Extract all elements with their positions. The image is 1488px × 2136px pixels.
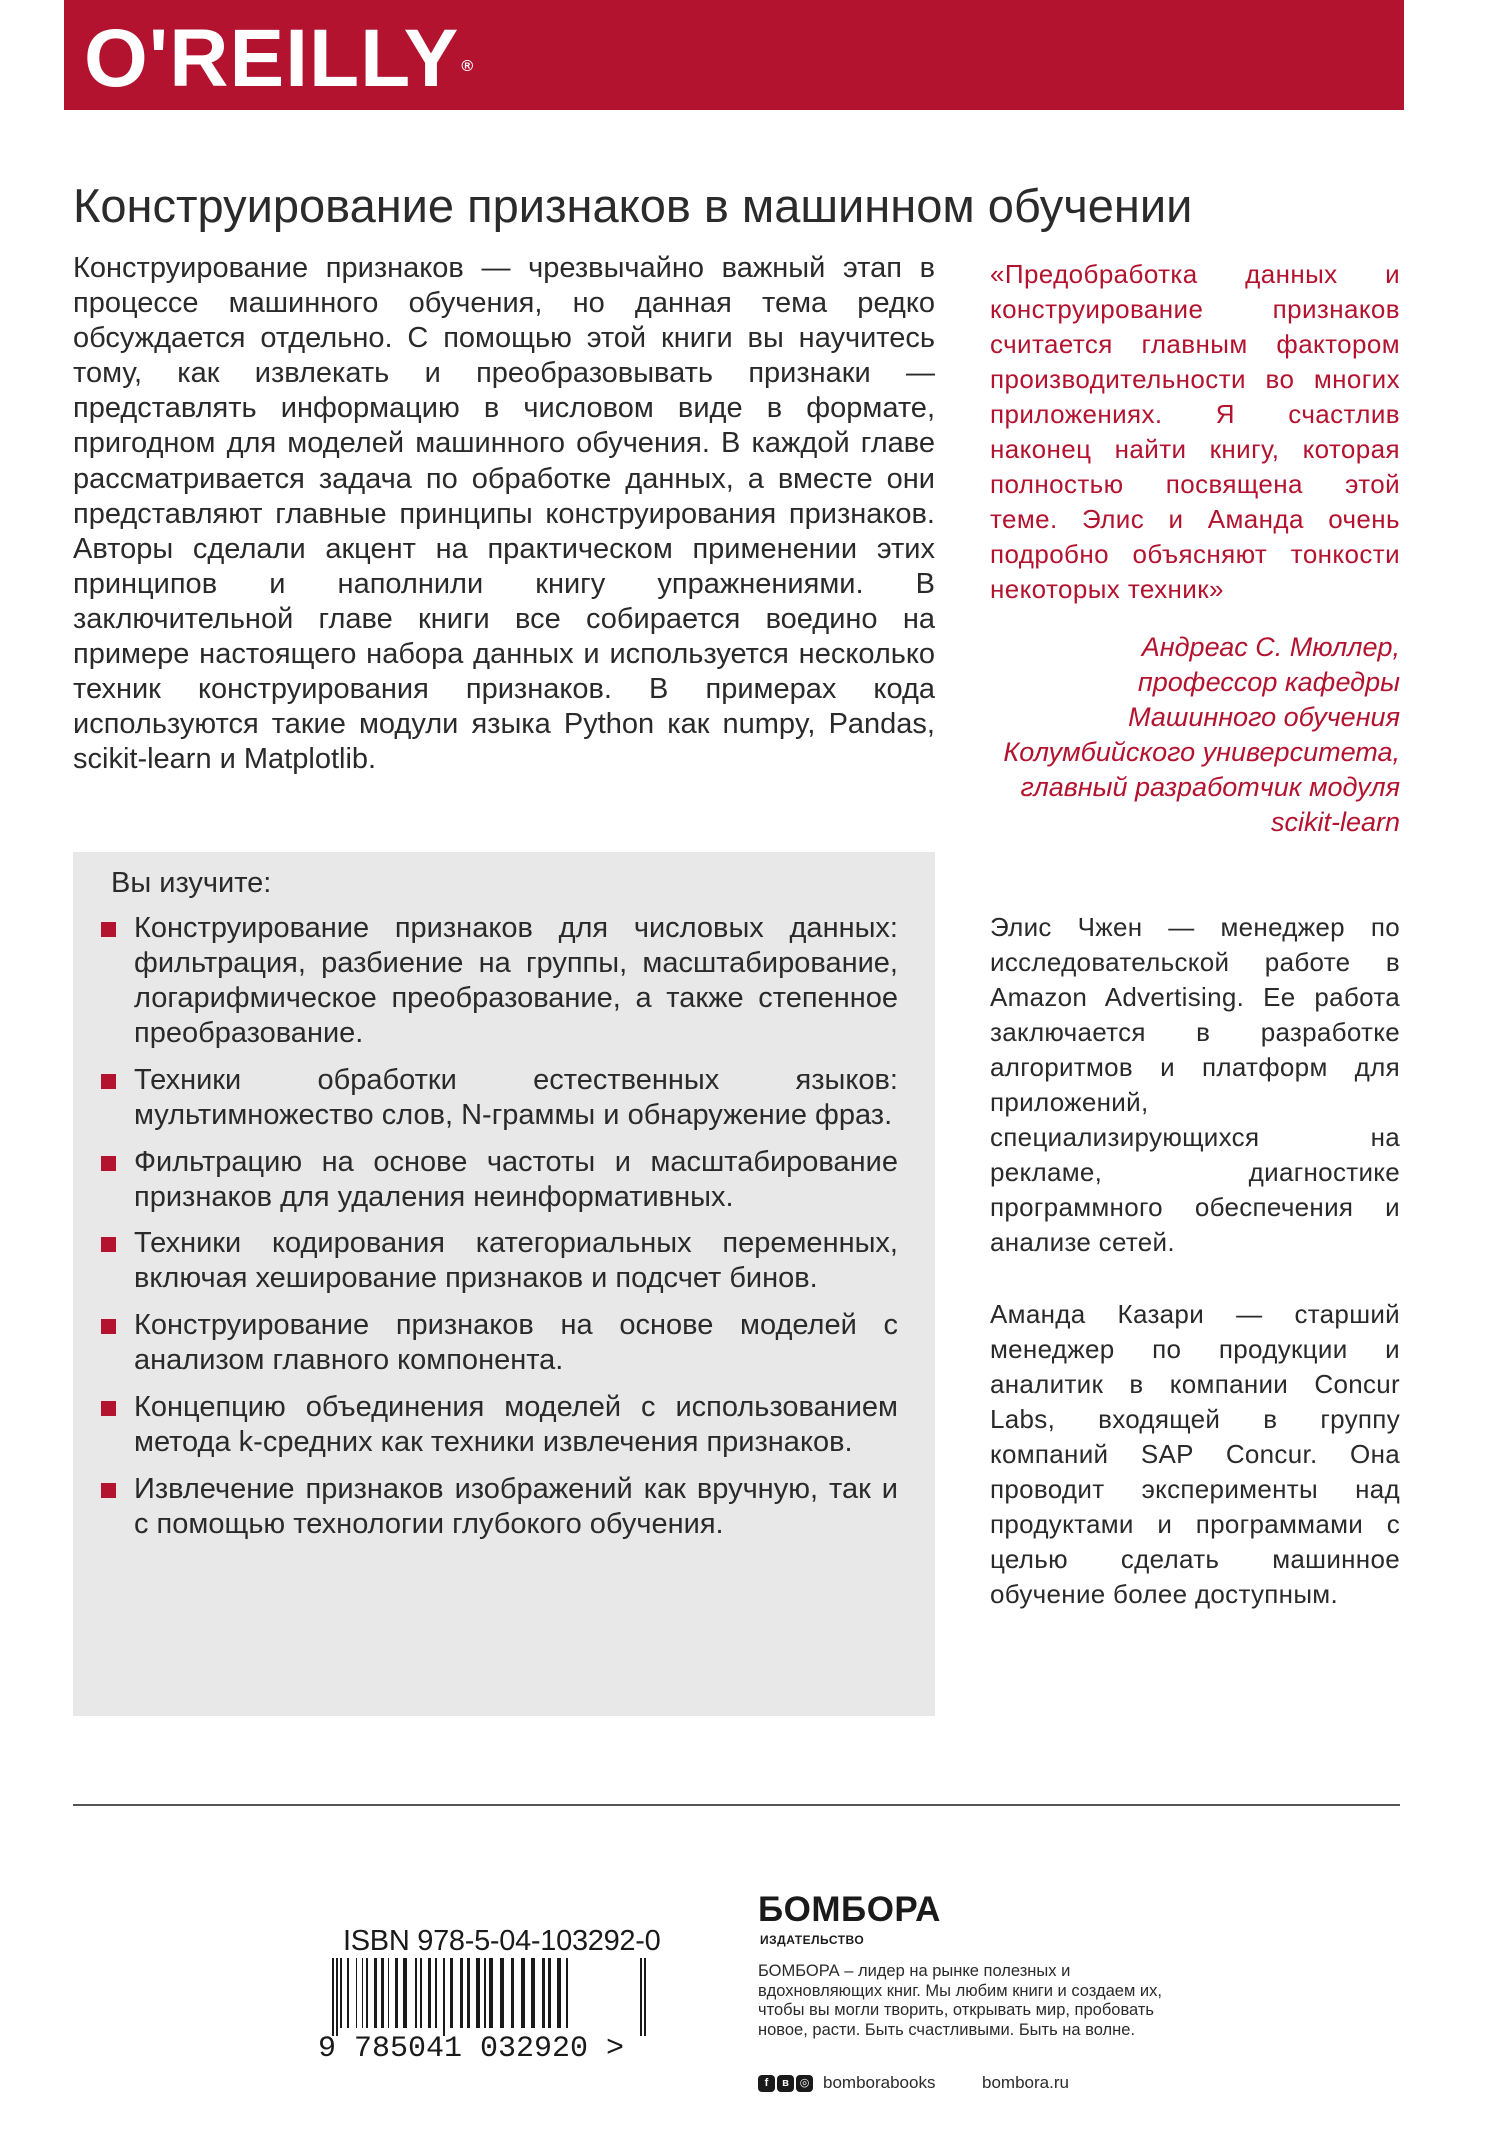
barcode-bar (403, 1958, 407, 2028)
barcode (318, 1958, 658, 2036)
quote-attribution (960, 630, 1400, 840)
social-handle[interactable]: bomborabooks (823, 2073, 936, 2092)
learning-item-text: Техники обработки естественных языков: мультимножество слов, N-граммы и обнаружение фраз. (134, 1063, 898, 1131)
barcode-bar (557, 1958, 561, 2028)
barcode-bar (443, 1958, 445, 2036)
logo-text: O'REILLY (84, 13, 460, 104)
registered-mark: ® (461, 58, 475, 75)
square-bullet-icon (101, 1319, 116, 1334)
learning-item (73, 911, 898, 1051)
barcode-bar (336, 1958, 338, 2036)
barcode-bar (484, 1958, 486, 2028)
learning-item-text: Конструирование признаков для числовых данных: фильтрация, разбиение на группы, масштабирование, логарифмическое преобразование, а также степенное преобразование. (134, 912, 898, 1049)
barcode-bar (467, 1958, 470, 2028)
learning-item (73, 1308, 898, 1378)
barcode-bar (347, 1958, 349, 2028)
barcode-bar (566, 1958, 568, 2028)
publisher-header-bar (64, 0, 1404, 110)
barcode-bar (388, 1958, 389, 2028)
publisher-blurb: БОМБОРА – лидер на рынке полезных и вдохновляющих книг. Мы любим книги и создаем их, чтобы вы могли творить, открывать мир, пробовать новое, расти. Быть счастливыми. Быть на волне. (758, 1962, 1162, 2039)
barcode-bar (356, 1958, 357, 2028)
barcode-bar (381, 1958, 384, 2028)
learning-outcomes-box (73, 852, 935, 1716)
barcode-bar (332, 1958, 334, 2036)
learning-heading: Вы изучите: (111, 867, 272, 899)
learning-item (73, 1390, 898, 1460)
social-links (758, 2072, 935, 2094)
learning-item-text: Извлечение признаков изображений как вручную, так и с помощью технологии глубокого обучения. (134, 1472, 898, 1540)
barcode-bar (640, 1958, 642, 2036)
endorsement-quote: «Предобработка данных и конструирование признаков считается главным фактором производительности во многих приложениях. Я счастлив наконец найти книгу, которая полностью посвящена этой теме. Элис и Аманда очень подробно объясняют тонкости некоторых техник» (990, 259, 1400, 604)
square-bullet-icon (101, 1483, 116, 1498)
attribution-line: профессор кафедры (1137, 667, 1400, 697)
barcode-bar (415, 1958, 417, 2028)
square-bullet-icon (101, 1401, 116, 1416)
learning-list (73, 911, 935, 1554)
barcode-bar (476, 1958, 480, 2028)
barcode-bar (489, 1958, 493, 2028)
learning-item (73, 1472, 898, 1542)
learning-item (73, 1226, 898, 1296)
barcode-bar (374, 1958, 377, 2028)
barcode-bar (644, 1958, 646, 2036)
square-bullet-icon (101, 1156, 116, 1171)
square-bullet-icon (101, 1237, 116, 1252)
learning-item-text: Концепцию объединения моделей с использованием метода k-средних как техники извлечения признаков. (134, 1390, 898, 1458)
barcode-bar (511, 1958, 514, 2028)
barcode-digits: 9 785041 032920 > (318, 2032, 625, 2066)
attribution-line: Андреас С. Мюллер, (1141, 632, 1400, 662)
attribution-line: Машинного обучения (1128, 702, 1400, 732)
barcode-bar (428, 1958, 431, 2028)
barcode-bar (420, 1958, 422, 2028)
divider (73, 1804, 1400, 1806)
barcode-bar (460, 1958, 463, 2028)
learning-item-text: Фильтрацию на основе частоты и масштабирование признаков для удаления неинформативных. (134, 1145, 898, 1213)
barcode-bar (531, 1958, 535, 2028)
book-title: Конструирование признаков в машинном обучении (73, 179, 1193, 232)
barcode-bar (500, 1958, 504, 2028)
attribution-line: Колумбийского университета, (1003, 737, 1400, 767)
barcode-bar (362, 1958, 363, 2028)
author-bio-casari: Аманда Казари — старший менеджер по продукции и аналитик в компании Concur Labs, входящей в группу компаний SAP Concur. Она проводит эксперименты над продуктами и программами с целью сделать машинное обучение более доступным. (990, 1299, 1400, 1609)
isbn-label: ISBN 978-5-04-103292-0 (343, 1925, 661, 1957)
barcode-bar (340, 1958, 342, 2028)
publisher-logo: БОМБОРА (758, 1890, 941, 1929)
author-bio-zheng: Элис Чжен — менеджер по исследовательской работе в Amazon Advertising. Ее работа заключается в разработке алгоритмов и платформ для приложений, специализирующихся на рекламе, диагностике программного обеспечения и анализе сетей. (990, 912, 1400, 1257)
barcode-bar (395, 1958, 398, 2028)
oreilly-logo (84, 14, 474, 104)
barcode-bar (548, 1958, 551, 2028)
vk-icon[interactable]: в (777, 2075, 794, 2092)
learning-item-text: Конструирование признаков на основе моделей с анализом главного компонента. (134, 1309, 898, 1377)
instagram-icon[interactable]: ◎ (796, 2075, 813, 2092)
square-bullet-icon (101, 922, 116, 937)
barcode-bar (366, 1958, 368, 2028)
book-description: Конструирование признаков — чрезвычайно важный этап в процессе машинного обучения, но данная тема редко обсуждается отдельно. С помощью этой книги вы научитесь тому, как извлекать и преобразовывать признаки — представлять информацию в числовом виде в формате, пригодном для моделей машинного обучения. В каждой главе рассматривается задача по обработке данных, а вместе они представляют главные принципы конструирования признаков. Авторы сделали акцент на практическом применении этих принципов и наполнили книгу упражнениями. В заключительной главе книги все собирается воедино на примере настоящего набора данных и используется несколько техник конструирования признаков. В примерах кода используются такие модули языка Python как numpy, Pandas, scikit-learn и Matplotlib. (73, 252, 935, 776)
barcode-bar (450, 1958, 453, 2028)
learning-item (73, 1063, 898, 1133)
barcode-bar (435, 1958, 437, 2028)
publisher-website[interactable]: bombora.ru (982, 2073, 1069, 2092)
attribution-line: главный разработчик модуля (1020, 772, 1400, 802)
learning-item (73, 1145, 898, 1215)
barcode-bar (542, 1958, 545, 2028)
barcode-bar (521, 1958, 525, 2028)
square-bullet-icon (101, 1074, 116, 1089)
learning-item-text: Техники кодирования категориальных переменных, включая хеширование признаков и подсчет бинов. (134, 1227, 898, 1295)
publisher-subtitle: ИЗДАТЕЛЬСТВО (760, 1933, 865, 1947)
attribution-line: scikit-learn (1270, 807, 1400, 837)
facebook-icon[interactable]: f (758, 2075, 775, 2092)
